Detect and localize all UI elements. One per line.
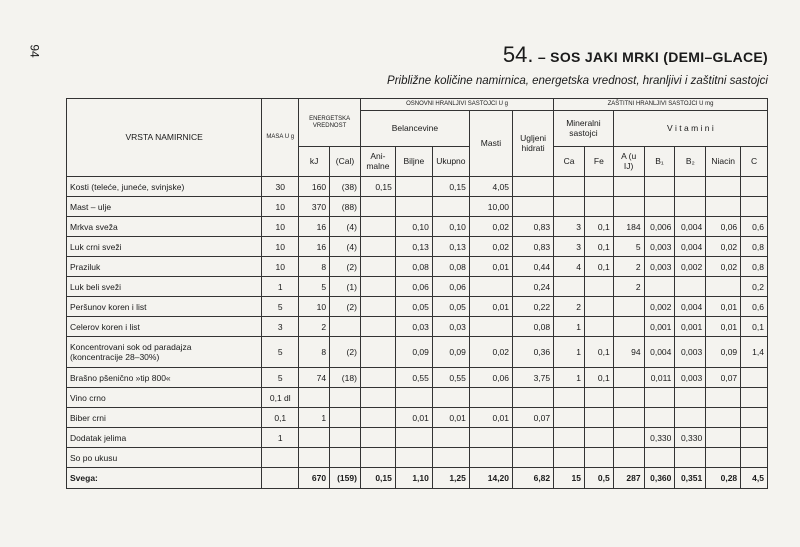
food-name: Vino crno (67, 388, 262, 408)
cell-niacin (706, 408, 741, 428)
cell-animal (360, 337, 395, 368)
food-name: Luk beli sveži (67, 277, 262, 297)
cell-carb: 0,07 (513, 408, 554, 428)
header-vitamin-a: A (u IJ) (613, 147, 644, 177)
food-name: Biber crni (67, 408, 262, 428)
cell-carb: 0,24 (513, 277, 554, 297)
cell-carb (513, 428, 554, 448)
cell-animal (360, 388, 395, 408)
cell-niacin (706, 428, 741, 448)
header-ca: Ca (554, 147, 585, 177)
cell-fat: 0,01 (469, 408, 512, 428)
cell-carb: 0,83 (513, 217, 554, 237)
food-name: So po ukusu (67, 448, 262, 468)
cell-c (741, 448, 768, 468)
table-row (67, 368, 768, 388)
cell-cal: (159) (330, 468, 361, 489)
cell-animal (360, 217, 395, 237)
cell-total: 0,09 (432, 337, 469, 368)
cell-mass: 1 (262, 277, 299, 297)
cell-kj: 370 (299, 197, 330, 217)
cell-plant: 1,10 (395, 468, 432, 489)
cell-c: 4,5 (741, 468, 768, 489)
cell-fat: 0,06 (469, 368, 512, 388)
cell-total: 0,03 (432, 317, 469, 337)
cell-c: 0,1 (741, 317, 768, 337)
cell-a (613, 197, 644, 217)
food-name: Mast – ulje (67, 197, 262, 217)
cell-plant: 0,13 (395, 237, 432, 257)
cell-fat: 10,00 (469, 197, 512, 217)
header-mass: MASA U g (262, 99, 299, 177)
cell-niacin: 0,28 (706, 468, 741, 489)
cell-c: 0,6 (741, 297, 768, 317)
cell-niacin: 0,07 (706, 368, 741, 388)
table-row (67, 448, 768, 468)
food-name: Kosti (teleće, juneće, svinjske) (67, 177, 262, 197)
cell-plant: 0,08 (395, 257, 432, 277)
cell-ca: 4 (554, 257, 585, 277)
cell-niacin: 0,01 (706, 317, 741, 337)
cell-fe (584, 197, 613, 217)
cell-fe (584, 388, 613, 408)
cell-b2: 0,330 (675, 428, 706, 448)
cell-animal: 0,15 (360, 177, 395, 197)
cell-total: 0,55 (432, 368, 469, 388)
cell-cal: (1) (330, 277, 361, 297)
cell-animal (360, 297, 395, 317)
cell-fe (584, 317, 613, 337)
cell-ca: 3 (554, 237, 585, 257)
cell-mass: 30 (262, 177, 299, 197)
cell-carb: 0,22 (513, 297, 554, 317)
cell-carb: 0,36 (513, 337, 554, 368)
cell-c (741, 368, 768, 388)
cell-a: 2 (613, 257, 644, 277)
header-animal: Ani- malne (360, 147, 395, 177)
table-body (67, 177, 768, 489)
cell-animal (360, 428, 395, 448)
food-name: Koncentrovani sok od paradajza (koncentracije 28–30%) (67, 337, 262, 368)
cell-b2: 0,004 (675, 297, 706, 317)
cell-total: 0,15 (432, 177, 469, 197)
cell-carb: 0,83 (513, 237, 554, 257)
food-name: Celerov koren i list (67, 317, 262, 337)
cell-c (741, 388, 768, 408)
cell-mass: 5 (262, 297, 299, 317)
cell-carb (513, 448, 554, 468)
header-vitamin-c: C (741, 147, 768, 177)
cell-plant (395, 388, 432, 408)
cell-c (741, 428, 768, 448)
header-proteins: Belancevine (360, 111, 469, 147)
header-basic-nutrients: OSNOVNI HRANLJIVI SASTOJCI U g (360, 99, 553, 111)
cell-fe (584, 428, 613, 448)
cell-a: 287 (613, 468, 644, 489)
cell-total: 0,08 (432, 257, 469, 277)
cell-animal (360, 448, 395, 468)
cell-carb: 3,75 (513, 368, 554, 388)
cell-cal: (4) (330, 237, 361, 257)
header-vitamin-b1: B₁ (644, 147, 675, 177)
cell-a: 5 (613, 237, 644, 257)
cell-plant: 0,06 (395, 277, 432, 297)
cell-fat: 0,01 (469, 297, 512, 317)
cell-mass: 10 (262, 217, 299, 237)
nutrition-table (66, 98, 768, 489)
cell-b1: 0,003 (644, 237, 675, 257)
cell-animal (360, 368, 395, 388)
cell-mass: 10 (262, 197, 299, 217)
cell-ca: 15 (554, 468, 585, 489)
cell-cal: (88) (330, 197, 361, 217)
cell-niacin: 0,02 (706, 237, 741, 257)
cell-fat (469, 317, 512, 337)
cell-kj: 5 (299, 277, 330, 297)
cell-fat: 0,02 (469, 337, 512, 368)
cell-kj (299, 388, 330, 408)
cell-c: 0,8 (741, 237, 768, 257)
recipe-title (503, 42, 768, 68)
cell-kj: 16 (299, 217, 330, 237)
cell-mass: 5 (262, 368, 299, 388)
cell-plant: 0,01 (395, 408, 432, 428)
cell-a: 94 (613, 337, 644, 368)
cell-niacin (706, 197, 741, 217)
cell-animal (360, 237, 395, 257)
table-row (67, 408, 768, 428)
table-row (67, 337, 768, 368)
cell-b1 (644, 197, 675, 217)
cell-total (432, 197, 469, 217)
header-kj: kJ (299, 147, 330, 177)
cell-fe (584, 297, 613, 317)
food-name: Mrkva sveža (67, 217, 262, 237)
table-row (67, 317, 768, 337)
cell-niacin: 0,09 (706, 337, 741, 368)
cell-carb: 0,44 (513, 257, 554, 277)
cell-cal: (38) (330, 177, 361, 197)
cell-fe: 0,1 (584, 237, 613, 257)
cell-b2: 0,003 (675, 337, 706, 368)
cell-ca (554, 448, 585, 468)
cell-mass: 10 (262, 257, 299, 277)
cell-kj: 74 (299, 368, 330, 388)
cell-plant (395, 177, 432, 197)
cell-cal (330, 428, 361, 448)
cell-b2 (675, 388, 706, 408)
cell-mass (262, 448, 299, 468)
cell-b2 (675, 277, 706, 297)
cell-b1: 0,330 (644, 428, 675, 448)
cell-cal: (2) (330, 337, 361, 368)
table-row (67, 297, 768, 317)
cell-b2 (675, 408, 706, 428)
cell-a (613, 388, 644, 408)
cell-fat: 0,01 (469, 257, 512, 277)
cell-total: 0,13 (432, 237, 469, 257)
cell-total: 0,10 (432, 217, 469, 237)
cell-fat (469, 448, 512, 468)
cell-a (613, 317, 644, 337)
cell-animal (360, 257, 395, 277)
cell-animal (360, 408, 395, 428)
cell-total (432, 448, 469, 468)
cell-fe: 0,1 (584, 368, 613, 388)
cell-total (432, 388, 469, 408)
cell-carb: 0,08 (513, 317, 554, 337)
header-protective: ZAŠTITNI HRANLJIVI SASTOJCI U mg (554, 99, 768, 111)
cell-fe (584, 448, 613, 468)
table-row (67, 217, 768, 237)
cell-plant: 0,10 (395, 217, 432, 237)
cell-ca (554, 408, 585, 428)
cell-fat: 4,05 (469, 177, 512, 197)
cell-a: 184 (613, 217, 644, 237)
header-fe: Fe (584, 147, 613, 177)
cell-c (741, 197, 768, 217)
cell-b1 (644, 408, 675, 428)
cell-a (613, 368, 644, 388)
cell-mass (262, 468, 299, 489)
cell-ca (554, 428, 585, 448)
cell-total: 1,25 (432, 468, 469, 489)
cell-kj: 670 (299, 468, 330, 489)
cell-plant (395, 448, 432, 468)
cell-b2: 0,003 (675, 368, 706, 388)
cell-niacin (706, 177, 741, 197)
food-name: Praziluk (67, 257, 262, 277)
header-vitamin-b2: B₂ (675, 147, 706, 177)
cell-kj: 8 (299, 257, 330, 277)
table-row (67, 177, 768, 197)
cell-c: 0,8 (741, 257, 768, 277)
cell-kj (299, 448, 330, 468)
cell-carb (513, 197, 554, 217)
cell-b1: 0,004 (644, 337, 675, 368)
cell-plant: 0,05 (395, 297, 432, 317)
cell-b2 (675, 448, 706, 468)
cell-animal (360, 197, 395, 217)
cell-b2 (675, 177, 706, 197)
cell-a (613, 408, 644, 428)
cell-animal: 0,15 (360, 468, 395, 489)
cell-carb: 6,82 (513, 468, 554, 489)
cell-fe: 0,1 (584, 337, 613, 368)
cell-ca (554, 177, 585, 197)
recipe-number: 54. (502, 42, 534, 67)
cell-mass: 1 (262, 428, 299, 448)
cell-c (741, 408, 768, 428)
cell-c: 1,4 (741, 337, 768, 368)
cell-c: 0,6 (741, 217, 768, 237)
cell-c (741, 177, 768, 197)
cell-b2: 0,004 (675, 217, 706, 237)
header-minerals: Mineralni sastojci (554, 111, 614, 147)
table-row (67, 277, 768, 297)
header-energy: ENERGETSKA VREDNOST (299, 99, 361, 147)
cell-mass: 10 (262, 237, 299, 257)
cell-b2: 0,004 (675, 237, 706, 257)
cell-plant (395, 197, 432, 217)
food-name: Peršunov koren i list (67, 297, 262, 317)
cell-b1: 0,002 (644, 297, 675, 317)
cell-fe (584, 408, 613, 428)
cell-animal (360, 277, 395, 297)
cell-ca: 2 (554, 297, 585, 317)
cell-niacin (706, 448, 741, 468)
cell-fat (469, 277, 512, 297)
table-row (67, 237, 768, 257)
cell-mass: 0,1 (262, 408, 299, 428)
cell-ca: 1 (554, 368, 585, 388)
header-food: VRSTA NAMIRNICE (67, 99, 262, 177)
cell-plant (395, 428, 432, 448)
cell-fat (469, 388, 512, 408)
header-niacin: Niacin (706, 147, 741, 177)
page-number: 94 (27, 44, 42, 58)
cell-niacin: 0,02 (706, 257, 741, 277)
cell-total: 0,06 (432, 277, 469, 297)
cell-a (613, 297, 644, 317)
cell-a (613, 177, 644, 197)
cell-fe (584, 177, 613, 197)
total-row (67, 468, 768, 489)
table-row (67, 197, 768, 217)
cell-cal (330, 388, 361, 408)
cell-ca: 3 (554, 217, 585, 237)
cell-plant: 0,03 (395, 317, 432, 337)
cell-cal: (2) (330, 257, 361, 277)
header-vitamins: V i t a m i n i (613, 111, 767, 147)
cell-mass: 0,1 dl (262, 388, 299, 408)
cell-a (613, 448, 644, 468)
cell-b1: 0,001 (644, 317, 675, 337)
cell-cal: (2) (330, 297, 361, 317)
cell-cal: (18) (330, 368, 361, 388)
cell-a (613, 428, 644, 448)
cell-cal: (4) (330, 217, 361, 237)
food-name: Dodatak jelima (67, 428, 262, 448)
cell-kj: 10 (299, 297, 330, 317)
cell-b1 (644, 177, 675, 197)
cell-fe: 0,1 (584, 257, 613, 277)
cell-mass: 5 (262, 337, 299, 368)
cell-b2 (675, 197, 706, 217)
cell-fat (469, 428, 512, 448)
cell-carb (513, 177, 554, 197)
cell-ca (554, 388, 585, 408)
cell-animal (360, 317, 395, 337)
header-cal: (Cal) (330, 147, 361, 177)
cell-kj: 2 (299, 317, 330, 337)
cell-b2: 0,351 (675, 468, 706, 489)
cell-fat: 0,02 (469, 217, 512, 237)
table-row (67, 388, 768, 408)
cell-b2: 0,001 (675, 317, 706, 337)
cell-ca (554, 197, 585, 217)
table-row (67, 257, 768, 277)
cell-fe: 0,1 (584, 217, 613, 237)
cell-a: 2 (613, 277, 644, 297)
cell-kj (299, 428, 330, 448)
cell-fe (584, 277, 613, 297)
cell-mass: 3 (262, 317, 299, 337)
cell-ca (554, 277, 585, 297)
cell-kj: 160 (299, 177, 330, 197)
cell-fat: 0,02 (469, 237, 512, 257)
cell-kj: 16 (299, 237, 330, 257)
cell-carb (513, 388, 554, 408)
cell-b1 (644, 448, 675, 468)
cell-b1: 0,003 (644, 257, 675, 277)
cell-plant: 0,09 (395, 337, 432, 368)
cell-plant: 0,55 (395, 368, 432, 388)
cell-fe: 0,5 (584, 468, 613, 489)
cell-total: 0,01 (432, 408, 469, 428)
cell-b1: 0,011 (644, 368, 675, 388)
food-name: Luk crni sveži (67, 237, 262, 257)
header-fats: Masti (469, 111, 512, 177)
header-plant: Biljne (395, 147, 432, 177)
cell-cal (330, 408, 361, 428)
header-carbs: Ugljeni hidrati (513, 111, 554, 177)
cell-niacin: 0,01 (706, 297, 741, 317)
cell-ca: 1 (554, 317, 585, 337)
cell-b1: 0,360 (644, 468, 675, 489)
cell-total (432, 428, 469, 448)
cell-fat: 14,20 (469, 468, 512, 489)
header-total-protein: Ukupno (432, 147, 469, 177)
table-subtitle: Približne količine namirnica, energetska vrednost, hranljivi i zaštitni sastojci (387, 75, 768, 87)
cell-total: 0,05 (432, 297, 469, 317)
cell-b1: 0,006 (644, 217, 675, 237)
recipe-name: – SOS JAKI MRKI (DEMI–GLACE) (537, 49, 768, 65)
cell-c: 0,2 (741, 277, 768, 297)
food-name: Svega: (67, 468, 262, 489)
cell-ca: 1 (554, 337, 585, 368)
cell-kj: 1 (299, 408, 330, 428)
cell-cal (330, 317, 361, 337)
cell-b1 (644, 388, 675, 408)
cell-niacin: 0,06 (706, 217, 741, 237)
cell-niacin (706, 388, 741, 408)
cell-b1 (644, 277, 675, 297)
food-name: Brašno pšenično »tip 800« (67, 368, 262, 388)
cell-cal (330, 448, 361, 468)
table-row (67, 428, 768, 448)
cell-kj: 8 (299, 337, 330, 368)
cell-b2: 0,002 (675, 257, 706, 277)
cell-niacin (706, 277, 741, 297)
